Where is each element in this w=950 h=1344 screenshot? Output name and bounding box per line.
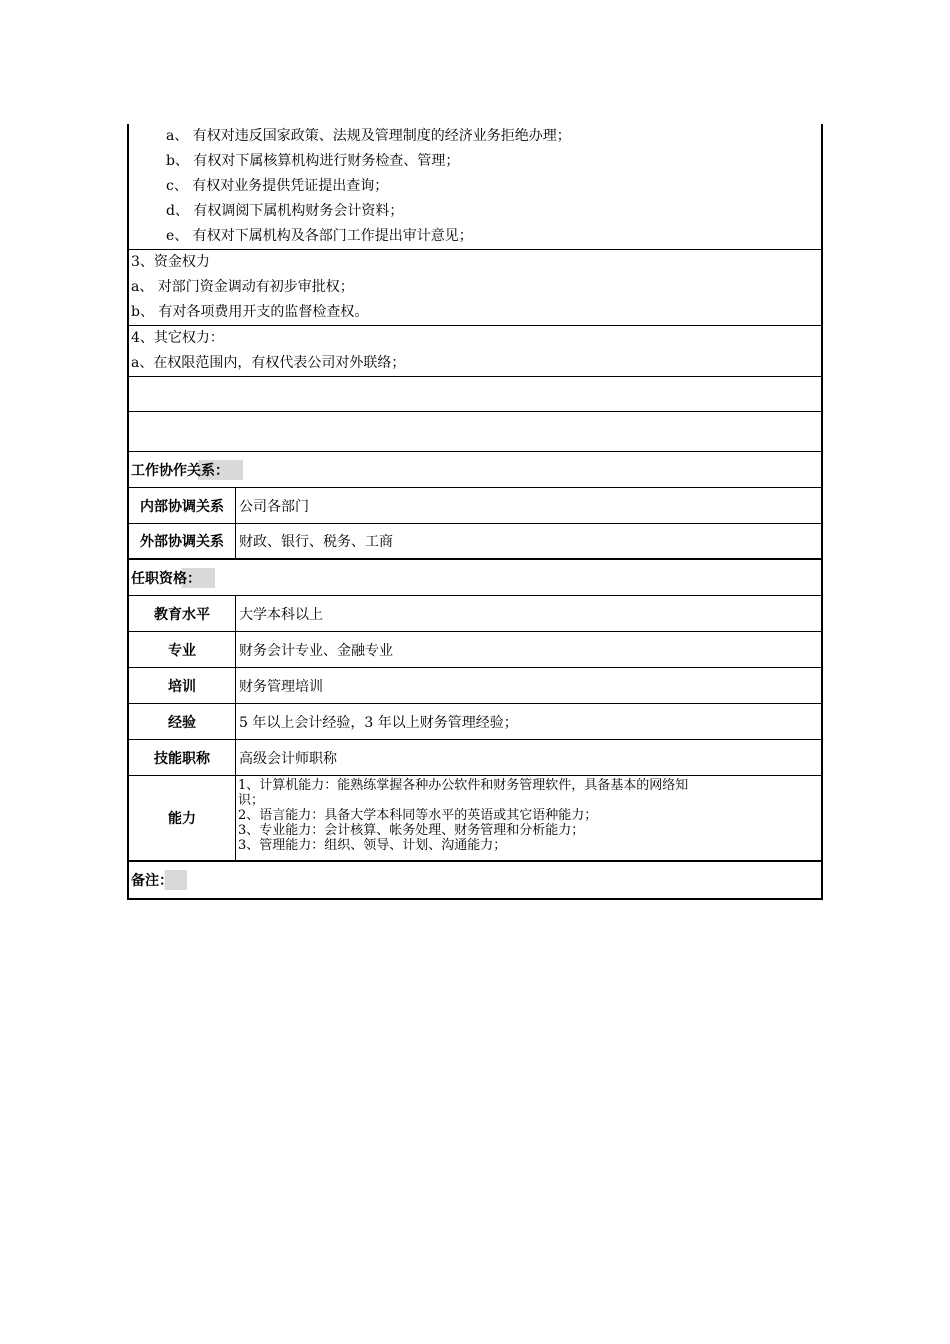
remarks-header-text: 备注： (131, 870, 187, 890)
permission-item-c: c、 有权对业务提供凭证提出查询； (166, 178, 389, 194)
permission-item-a: a、 有权对违反国家政策、法规及管理制度的经济业务拒绝办理； (166, 128, 571, 144)
ability-line-5: 3、管理能力：组织、领导、计划、沟通能力； (238, 838, 507, 853)
other-authority-block (129, 326, 821, 377)
education-label: 教育水平 (129, 596, 236, 631)
empty-row-2 (129, 412, 821, 452)
ability-line-3: 2、语言能力：具备大学本科同等水平的英语或其它语种能力； (238, 808, 598, 823)
training-label: 培训 (129, 668, 236, 703)
major-value: 财务会计专业、金融专业 (239, 642, 393, 659)
professional-title-label: 技能职称 (129, 740, 236, 775)
funds-authority-title: 3、资金权力 (131, 254, 210, 270)
cooperation-header (129, 452, 821, 488)
training-value: 财务管理培训 (239, 678, 323, 695)
empty-row-1 (129, 377, 821, 412)
funds-item-a: a、 对部门资金调动有初步审批权； (131, 279, 354, 295)
qualifications-header (129, 560, 821, 596)
major-row (129, 632, 821, 668)
experience-row (129, 704, 821, 740)
training-row (129, 668, 821, 704)
internal-coordination-value: 公司各部门 (239, 498, 309, 515)
other-authority-title: 4、其它权力： (131, 330, 224, 346)
experience-label: 经验 (129, 704, 236, 739)
permission-item-e: e、 有权对下属机构及各部门工作提出审计意见； (166, 228, 473, 244)
internal-coordination-label: 内部协调关系 (129, 488, 236, 523)
job-description-table (127, 124, 823, 900)
qualifications-header-text: 任职资格： (131, 568, 215, 588)
ability-row (129, 776, 821, 862)
remarks-header (129, 862, 821, 898)
ability-line-1: 1、计算机能力：能熟练掌握各种办公软件和财务管理软件，具备基本的网络知 (238, 778, 689, 793)
education-row (129, 596, 821, 632)
external-coordination-label: 外部协调关系 (129, 524, 236, 558)
permissions-block (129, 124, 821, 250)
permission-item-b: b、 有权对下属核算机构进行财务检查、管理； (166, 153, 460, 169)
professional-title-row (129, 740, 821, 776)
funds-item-b: b、 有对各项费用开支的监督检查权。 (131, 304, 369, 320)
experience-value: 5 年以上会计经验，3 年以上财务管理经验； (239, 714, 518, 731)
major-label: 专业 (129, 632, 236, 667)
internal-coordination-row (129, 488, 821, 524)
permission-item-d: d、 有权调阅下属机构财务会计资料； (166, 203, 404, 219)
funds-authority-block (129, 250, 821, 326)
external-coordination-row (129, 524, 821, 560)
cooperation-header-text: 工作协作关系： (131, 460, 243, 480)
ability-label: 能力 (129, 776, 236, 860)
professional-title-value: 高级会计师职称 (239, 750, 337, 767)
ability-value (236, 776, 821, 860)
external-coordination-value: 财政、银行、税务、工商 (239, 534, 393, 550)
other-item-a: a、在权限范围内，有权代表公司对外联络； (131, 355, 406, 371)
ability-line-2: 识； (238, 793, 265, 808)
ability-line-4: 3、专业能力：会计核算、帐务处理、财务管理和分析能力； (238, 823, 585, 838)
education-value: 大学本科以上 (239, 606, 323, 623)
